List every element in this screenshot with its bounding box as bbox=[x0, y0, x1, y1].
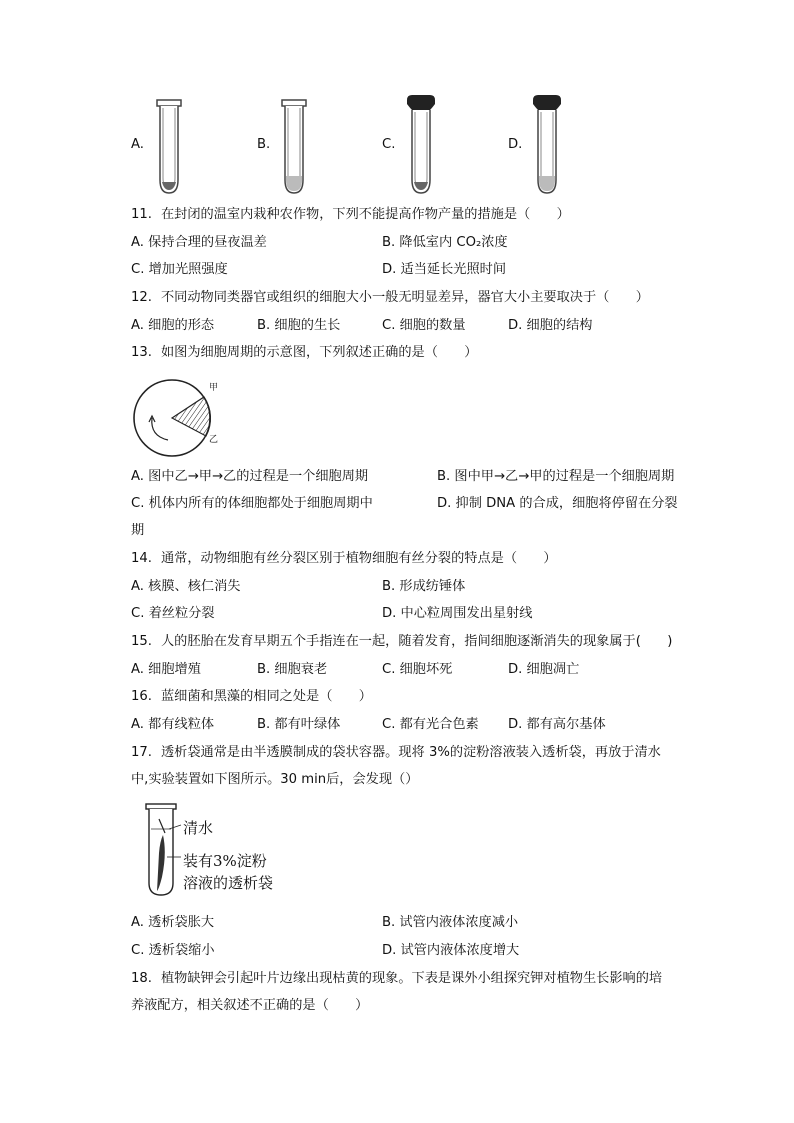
q13-option-a: A. 图中乙→甲→乙的过程是一个细胞周期 bbox=[131, 469, 369, 484]
q15-option-c: C. 细胞坏死 bbox=[382, 662, 453, 677]
q14-option-c: C. 着丝粒分裂 bbox=[131, 606, 215, 621]
q14-option-a: A. 核膜、核仁消失 bbox=[131, 579, 241, 594]
q15-option-b: B. 细胞衰老 bbox=[257, 662, 328, 677]
question-number: 17. bbox=[131, 745, 152, 760]
q17-option-c: C. 透析袋缩小 bbox=[131, 943, 215, 958]
question-16-stem bbox=[131, 688, 372, 706]
question-number: 12. bbox=[131, 290, 152, 305]
q12-option-b: B. 细胞的生长 bbox=[257, 318, 341, 333]
q12-option-d: D. 细胞的结构 bbox=[508, 318, 593, 333]
q11-option-c: C. 增加光照强度 bbox=[131, 262, 228, 277]
tube-option-c-label: C. bbox=[382, 137, 396, 152]
q17-option-d: D. 试管内液体浓度增大 bbox=[382, 943, 520, 958]
question-18-stem-line2: 养液配方，相关叙述不正确的是（ ） bbox=[131, 998, 369, 1013]
q14-option-d: D. 中心粒周围发出星射线 bbox=[382, 606, 533, 621]
q11-option-d: D. 适当延长光照时间 bbox=[382, 262, 507, 277]
test-tube-c-image bbox=[406, 94, 436, 196]
q16-option-c: C. 都有光合色素 bbox=[382, 717, 479, 732]
tube-option-b-label: B. bbox=[257, 137, 271, 152]
question-number: 13. bbox=[131, 345, 152, 360]
q13-option-d-continued: 期 bbox=[131, 523, 145, 538]
question-text: 通常，动物细胞有丝分裂区别于植物细胞有丝分裂的特点是（ ） bbox=[161, 551, 557, 566]
question-text: 人的胚胎在发育早期五个手指连在一起，随着发育，指间细胞逐渐消失的现象属于( ) bbox=[161, 634, 673, 649]
q12-option-c: C. 细胞的数量 bbox=[382, 318, 466, 333]
question-17-stem-line2: 中,实验装置如下图所示。30 min后，会发现（） bbox=[131, 772, 419, 787]
label-yi: 乙 bbox=[209, 435, 219, 445]
question-17-stem-line1 bbox=[131, 744, 661, 762]
label-bag-line1: 装有3%淀粉 bbox=[183, 852, 267, 870]
question-text: 蓝细菌和黑藻的相同之处是（ ） bbox=[161, 689, 372, 704]
test-tube-b-image bbox=[281, 98, 307, 196]
q13-option-b: B. 图中甲→乙→甲的过程是一个细胞周期 bbox=[437, 469, 675, 484]
q14-option-b: B. 形成纺锤体 bbox=[382, 579, 466, 594]
test-tube-a-image bbox=[156, 98, 182, 196]
question-15-stem bbox=[131, 633, 672, 651]
label-jia: 甲 bbox=[209, 383, 219, 393]
label-clear-water: 清水 bbox=[183, 819, 214, 837]
question-text: 不同动物同类器官或组织的细胞大小一般无明显差异，器官大小主要取决于（ ） bbox=[161, 290, 649, 305]
q13-option-d: D. 抑制 DNA 的合成，细胞将停留在分裂 bbox=[437, 496, 678, 511]
q15-option-a: A. 细胞增殖 bbox=[131, 662, 201, 677]
label-bag-line2: 溶液的透析袋 bbox=[183, 874, 274, 892]
q17-option-b: B. 试管内液体浓度减小 bbox=[382, 915, 519, 930]
question-text: 植物缺钾会引起叶片边缘出现枯黄的现象。下表是课外小组探究钾对植物生长影响的培 bbox=[161, 971, 663, 986]
question-text: 在封闭的温室内栽种农作物，下列不能提高作物产量的措施是（ ） bbox=[161, 207, 570, 222]
q12-option-a: A. 细胞的形态 bbox=[131, 318, 215, 333]
question-number: 18. bbox=[131, 971, 152, 986]
q11-option-a: A. 保持合理的昼夜温差 bbox=[131, 235, 267, 250]
q16-option-d: D. 都有高尔基体 bbox=[508, 717, 606, 732]
question-number: 16. bbox=[131, 689, 152, 704]
question-number: 15. bbox=[131, 634, 152, 649]
tube-option-d-label: D. bbox=[508, 137, 523, 152]
test-tube-d-image bbox=[532, 94, 562, 196]
question-number: 11. bbox=[131, 207, 152, 222]
q15-option-d: D. 细胞凋亡 bbox=[508, 662, 580, 677]
question-text: 如图为细胞周期的示意图，下列叙述正确的是（ ） bbox=[161, 345, 478, 360]
dialysis-tube-figure bbox=[145, 803, 185, 897]
q16-option-b: B. 都有叶绿体 bbox=[257, 717, 341, 732]
q11-option-b: B. 降低室内 CO₂浓度 bbox=[382, 235, 508, 250]
tube-option-a-label: A. bbox=[131, 137, 144, 152]
q13-option-c: C. 机体内所有的体细胞都处于细胞周期中 bbox=[131, 496, 373, 511]
question-13-stem bbox=[131, 344, 478, 362]
q17-option-a: A. 透析袋胀大 bbox=[131, 915, 215, 930]
q16-option-a: A. 都有线粒体 bbox=[131, 717, 215, 732]
question-11-stem bbox=[131, 206, 570, 224]
question-text: 透析袋通常是由半透膜制成的袋状容器。现将 3%的淀粉溶液装入透析袋，再放于清水 bbox=[161, 745, 661, 760]
question-number: 14. bbox=[131, 551, 152, 566]
question-18-stem-line1 bbox=[131, 970, 662, 988]
question-12-stem bbox=[131, 289, 649, 307]
question-14-stem bbox=[131, 550, 557, 568]
